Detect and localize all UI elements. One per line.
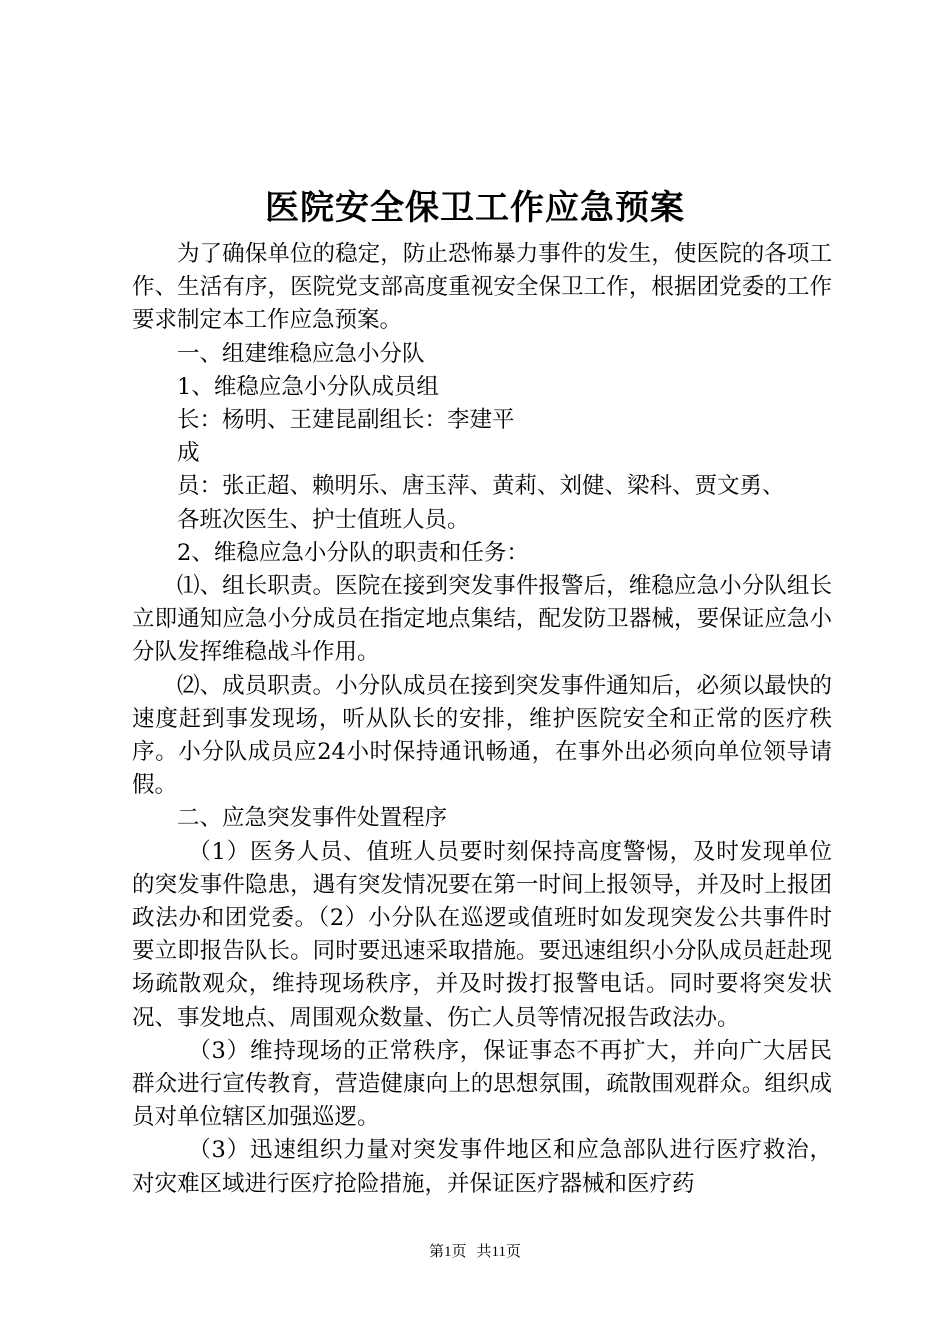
section-heading-2: 二、应急突发事件处置程序 (177, 805, 448, 832)
paragraph-members-shift: 各班次医生、护士值班人员。 (177, 506, 470, 533)
paragraph-leader-duty: ⑴、组长职责。医院在接到突发事件报警后，维稳应急小分队组长立即通知应急小分成员在指定地点集结，配发防卫器械，要保证应急小分队发挥维稳战斗作用。 (132, 573, 832, 666)
paragraph-member-duty: ⑵、成员职责。小分队成员在接到突发事件通知后，必须以最快的速度赶到事发现场，听从队长的安排，维护医院安全和正常的医疗秩序。小分队成员应24小时保持通讯畅通，在事外出必须向单位领导请假。 (132, 672, 832, 799)
paragraph-members-list: 员：张正超、赖明乐、唐玉萍、黄莉、刘健、梁科、贾文勇、 (177, 473, 785, 500)
page-number: 第1页 (429, 1244, 467, 1260)
document-title: 医院安全保卫工作应急预案 (265, 188, 685, 228)
subsection-duties: 2、维稳应急小分队的职责和任务： (177, 539, 529, 566)
document-body (132, 238, 832, 1201)
page-footer (0, 1242, 950, 1262)
paragraph-leaders: 长：杨明、王建昆副组长：李建平 (177, 407, 515, 434)
subsection-members: 1、维稳应急小分队成员组 (177, 373, 439, 400)
paragraph-procedure-1: （1）医务人员、值班人员要时刻保持高度警惕，及时发现单位的突发事件隐患，遇有突发情况要在第一时间上报领导，并及时上报团政法办和团党委。（2）小分队在巡逻或值班时如发现突发公共事件时要立即报告队长。同时要迅速采取措施。要迅速组织小分队成员赶赴现场疏散观众，维持现场秩序，并及时拨打报警电话。同时要将突发状况、事发地点、周围观众数量、伤亡人员等情况报告政法办。 (132, 838, 832, 1031)
paragraph-procedure-3a: （3）维持现场的正常秩序，保证事态不再扩大，并向广大居民群众进行宣传教育，营造健康向上的思想氛围，疏散围观群众。组织成员对单位辖区加强巡逻。 (132, 1037, 832, 1131)
section-heading-1: 一、组建维稳应急小分队 (177, 340, 425, 367)
paragraph-procedure-3b: （3）迅速组织力量对突发事件地区和应急部队进行医疗救治，对灾难区域进行医疗抢险措施，并保证医疗器械和医疗药 (132, 1137, 832, 1197)
paragraph-members-label: 成 (177, 440, 200, 467)
page-total: 共11页 (476, 1244, 521, 1260)
paragraph-intro: 为了确保单位的稳定，防止恐怖暴力事件的发生，使医院的各项工作、生活有序，医院党支部高度重视安全保卫工作，根据团党委的工作要求制定本工作应急预案。 (132, 241, 832, 334)
